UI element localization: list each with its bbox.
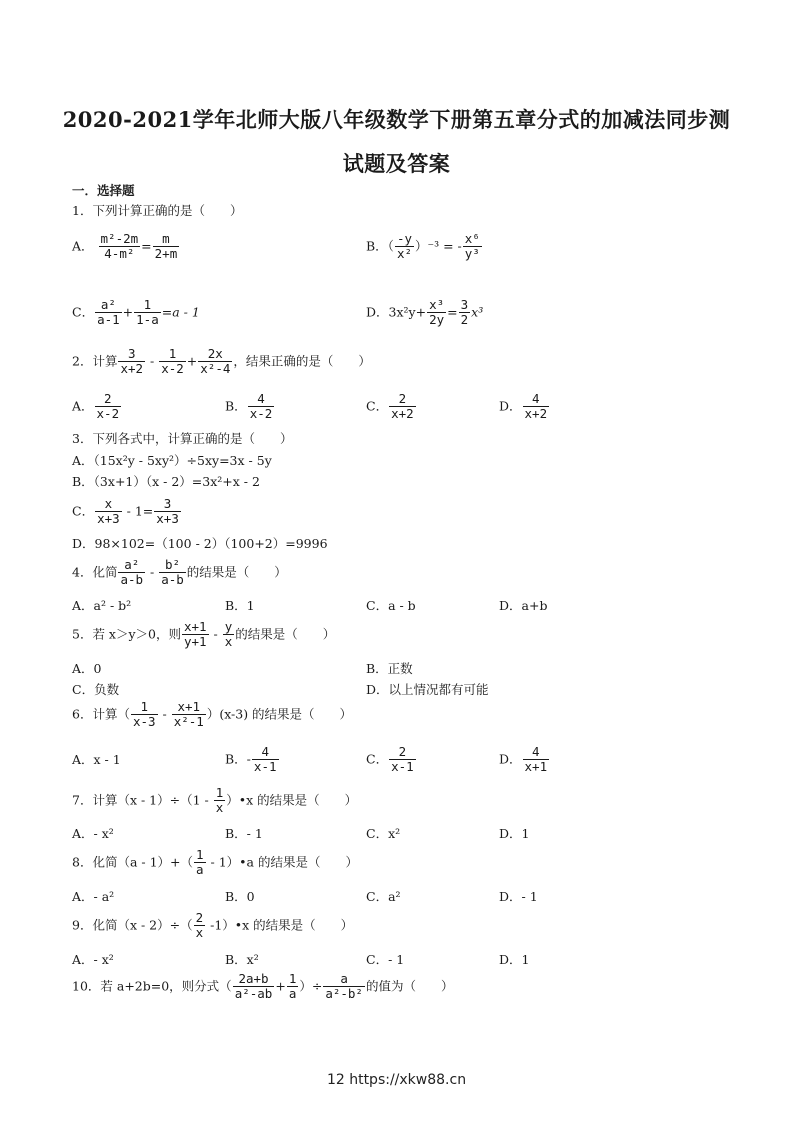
q1-option-d: D．3x²y+ $\frac{\text{x³}}{2y}$ = $\frac{3}{2}$ x³: [366, 297, 484, 328]
q4-option-d: D．a+b: [499, 598, 548, 613]
q3-stem: 3．下列各式中，计算正确的是（ ）: [72, 431, 293, 446]
q7-option-a: A．- x²: [72, 826, 114, 841]
q1-option-b: B．（ $\frac{-y}{\text{x²}}$ ）⁻³ = - $\frac{\text{x⁶}}{\text{y³}}$: [366, 231, 480, 262]
q7-stem: 7．计算（x - 1）÷（1 - $\frac{1}{x}$ ）•x 的结果是（ ）: [72, 785, 358, 816]
q3-option-a: A．（15x²y - 5xy²）÷5xy=3x - 5y: [72, 453, 272, 468]
q4-option-a: A．a² - b²: [72, 598, 132, 613]
q5-option-d: D．以上情况都有可能: [366, 682, 489, 697]
q4-option-b: B．1: [225, 598, 255, 613]
q6-option-c: C． $\frac{2}{x-1}$: [366, 744, 414, 775]
title-line-2: 试题及答案: [342, 151, 451, 176]
q4-option-c: C．a - b: [366, 598, 416, 613]
q9-option-c: C．- 1: [366, 952, 405, 967]
q2-option-b: B． $\frac{4}{x-2}$: [225, 391, 273, 422]
q8-option-b: B．0: [225, 889, 255, 904]
q6-option-a: A．x - 1: [72, 752, 121, 767]
q5-option-c: C．负数: [72, 682, 120, 697]
q7-option-c: C．x²: [366, 826, 401, 841]
q1-option-a: A． $\frac{\text{m²-2m}}{\text{4-m²}}$ = $\frac{m}{2+m}$: [72, 231, 178, 262]
q8-option-a: A．- a²: [72, 889, 115, 904]
q7-option-d: D．1: [499, 826, 530, 841]
q3-option-b: B．（3x+1）（x - 2）=3x²+x - 2: [72, 474, 260, 489]
q7-option-b: B．- 1: [225, 826, 263, 841]
q6-option-b: B．- $\frac{4}{x-1}$: [225, 744, 277, 775]
q6-option-d: D． $\frac{4}{x+1}$: [499, 744, 548, 775]
q8-stem: 8．化简（a - 1）+（ $\frac{1}{a}$ - 1）•a 的结果是（ ）: [72, 847, 358, 878]
title-line-1: 2020-2021学年北师大版八年级数学下册第五章分式的加减法同步测: [62, 107, 731, 132]
q5-stem: 5．若 x＞y＞0，则 $\frac{x+1}{y+1}$ - $\frac{y}{x}$ 的结果是（ ）: [72, 619, 336, 650]
q5-option-b: B．正数: [366, 661, 413, 676]
q5-option-a: A．0: [72, 661, 102, 676]
q3-option-c: C． $\frac{x}{x+3}$ - 1= $\frac{3}{x+3}$: [72, 496, 179, 527]
q2-option-d: D． $\frac{4}{x+2}$: [499, 391, 548, 422]
q10-stem: 10．若 a+2b=0，则分式（ $\frac{2a+b}{\text{a²-ab}}$ + $\frac{1}{a}$ ）÷ $\frac{a}{\text{a²-b²}}$ 的值为（ ）: [72, 971, 454, 1002]
q3-option-d: D．98×102=（100 - 2）（100+2）=9996: [72, 536, 328, 551]
section-heading: 一．选择题: [72, 183, 135, 198]
q9-option-b: B．x²: [225, 952, 259, 967]
q9-stem: 9．化简（x - 2）÷（ $\frac{2}{x}$ -1）•x 的结果是（ ）: [72, 910, 354, 941]
q8-option-c: C．a²: [366, 889, 401, 904]
q1-option-c: C． $\frac{\text{a²}}{a-1}$ + $\frac{1}{1-a}$ =a - 1: [72, 297, 200, 328]
q9-option-d: D．1: [499, 952, 530, 967]
q2-stem: 2．计算 $\frac{3}{x+2}$ - $\frac{1}{x-2}$ + $\frac{2x}{\text{x²-4}}$ ，结果正确的是（ ）: [72, 346, 371, 377]
q6-stem: 6．计算（ $\frac{1}{x-3}$ - $\frac{x+1}{\text{x²-1}}$ ）(x-3) 的结果是（ ）: [72, 699, 353, 730]
q9-option-a: A．- x²: [72, 952, 114, 967]
q2-option-a: A． $\frac{2}{x-2}$: [72, 391, 120, 422]
q2-option-c: C． $\frac{2}{x+2}$: [366, 391, 414, 422]
page-footer: 12 https://xkw88.cn: [326, 1072, 467, 1088]
q4-stem: 4．化简 $\frac{\text{a²}}{a-b}$ - $\frac{\text{b²}}{a-b}$ 的结果是（ ）: [72, 557, 287, 588]
q1-stem: 1．下列计算正确的是（ ）: [72, 203, 243, 218]
q8-option-d: D．- 1: [499, 889, 538, 904]
